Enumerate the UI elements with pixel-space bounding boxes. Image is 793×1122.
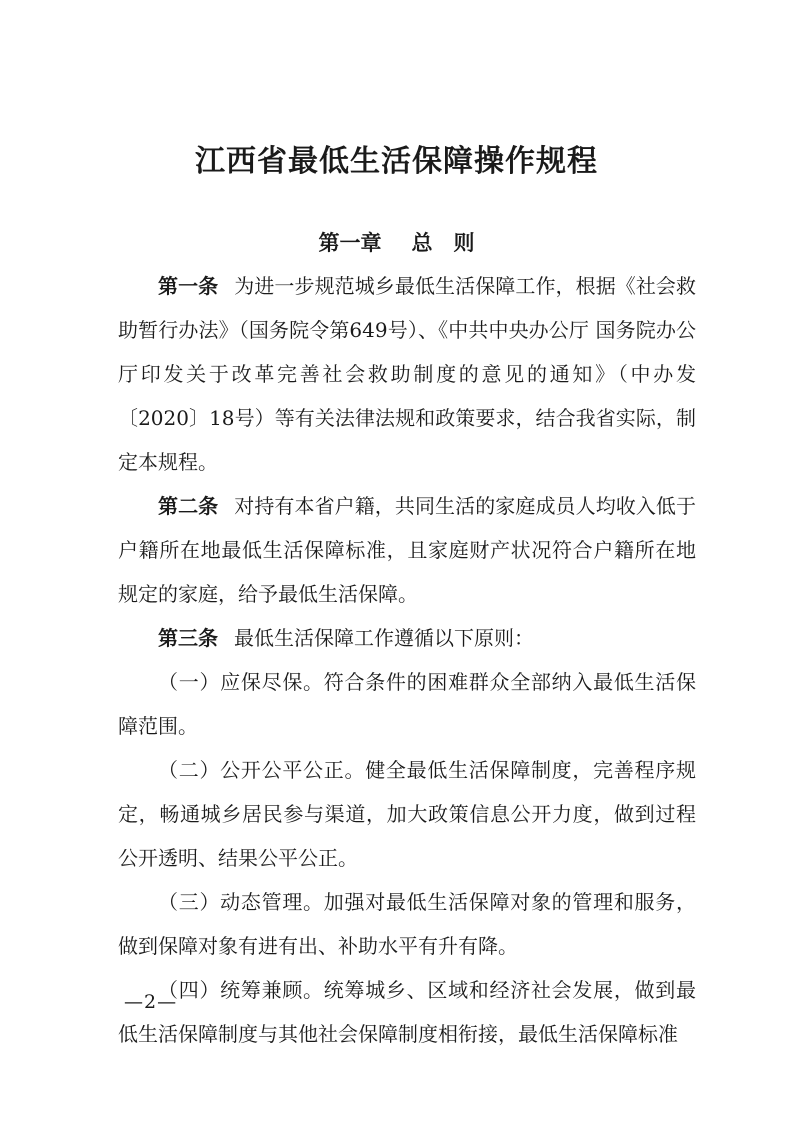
article-3	[118, 616, 696, 660]
chapter-heading	[0, 226, 793, 260]
principle-4: （四）统筹兼顾。统筹城乡、区域和经济社会发展，做到最低生活保障制度与其他社会保障制度相衔接，最低生活保障标准	[118, 978, 696, 1046]
article-3-label: 第三条	[158, 626, 218, 650]
article-2	[118, 484, 696, 616]
principle-1: （一）应保尽保。符合条件的困难群众全部纳入最低生活保障范围。	[118, 670, 696, 738]
article-2-text: 对持有本省户籍，共同生活的家庭成员人均收入低于户籍所在地最低生活保障标准，且家庭财产状况符合户籍所在地规定的家庭，给予最低生活保障。	[118, 494, 697, 606]
article-2-label: 第二条	[158, 494, 219, 518]
article-1-text: 为进一步规范城乡最低生活保障工作，根据《社会救助暂行办法》（国务院令第649号）、《中共中央办公厅 国务院办公厅印发关于改革完善社会救助制度的意见的通知》（中办发〔2020〕18号）等有关法律法规和政策要求，结合我省实际，制定本规程。	[118, 274, 697, 474]
article-1	[118, 264, 696, 484]
document-title: 江西省最低生活保障操作规程	[195, 144, 598, 179]
chapter-name: 总 则	[411, 231, 475, 255]
principle-2: （二）公开公平公正。健全最低生活保障制度，完善程序规定，畅通城乡居民参与渠道，加大政策信息公开力度，做到过程公开透明、结果公平公正。	[118, 758, 696, 870]
article-3-text: 最低生活保障工作遵循以下原则：	[234, 626, 534, 650]
principle-3: （三）动态管理。加强对最低生活保障对象的管理和服务，做到保障对象有进有出、补助水平有升有降。	[118, 890, 696, 958]
document-body	[118, 264, 696, 1056]
page-number: —2—	[124, 991, 178, 1013]
article-1-label: 第一条	[158, 274, 219, 298]
chapter-number: 第一章	[318, 231, 382, 255]
